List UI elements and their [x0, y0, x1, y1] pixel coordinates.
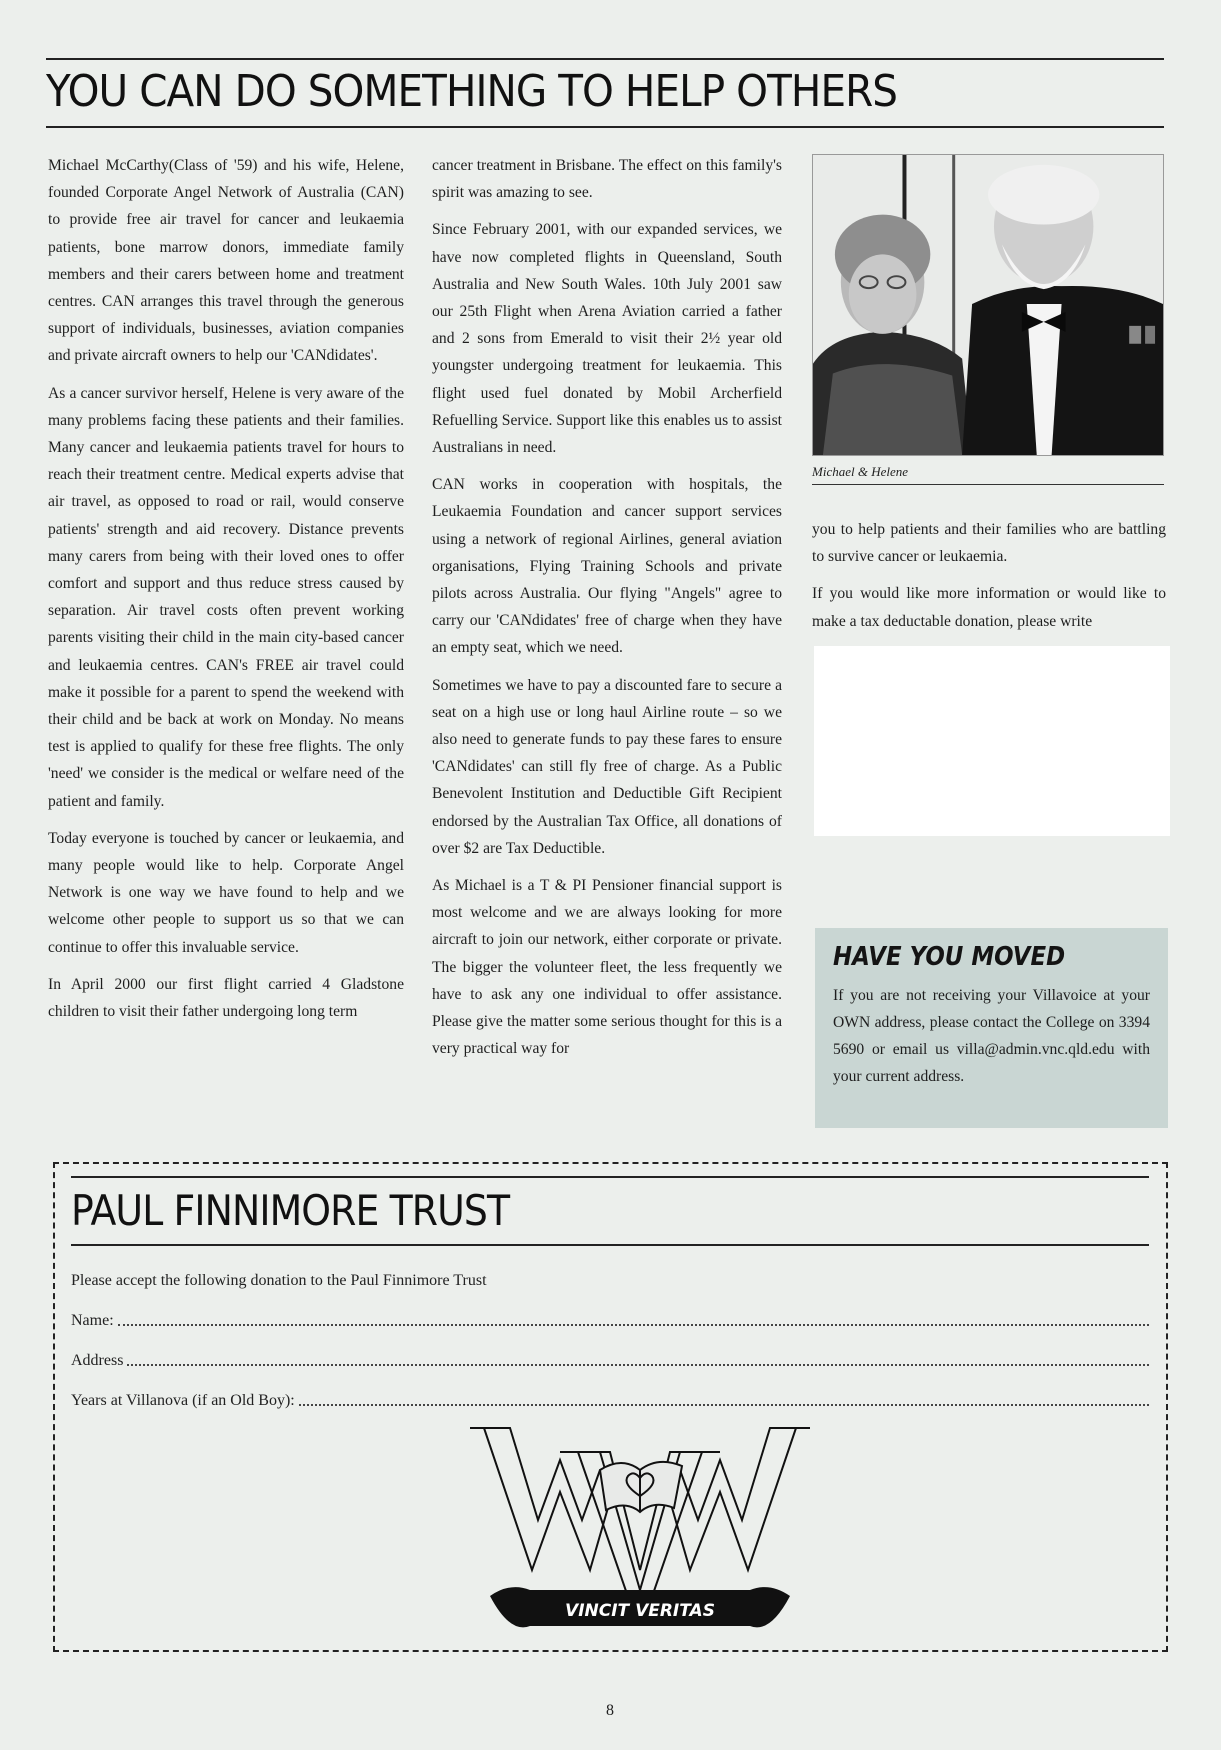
- have-you-moved-box: [815, 928, 1168, 1128]
- paragraph: you to help patients and their families who are battling to survive cancer or leukaemia.: [812, 521, 1166, 566]
- paragraph: As a cancer survivor herself, Helene is very aware of the many problems facing these patients and their families. Many cancer and leukaemia patients travel for hours to reach their treatment centre. Medical experts advise that air travel, as opposed to road or rail, would conserve patients' strength and aid recovery. Distance prevents many carers from being with their loved ones to offer comfort and support and thus reduce stress caused by separation. Air travel costs often prevent working parents visiting their child in the main city-based cancer and leukaemia centres. CAN's FREE air travel could make it possible for a parent to spend the weekend with their child and be back at work on Monday. No means test is applied to qualify for these free flights. The only 'need' we consider is the medical or welfare need of the patient and family.: [48, 384, 404, 810]
- title-top-rule: [46, 58, 1164, 60]
- paragraph: Since February 2001, with our expanded services, we have now completed flights in Queensland, South Australia and New South Wales. 10th July 2001 saw our 25th Flight when Arena Aviation carried a father and 2 sons from Emerald to visit their 2½ year old youngster undergoing treatment for leukaemia. This flight used fuel donated by Mobil Archerfield Refuelling Service. Support like this enables us to assist Australians in need.: [432, 221, 782, 457]
- villanova-crest-logo: [450, 1420, 830, 1636]
- paragraph: If you would like more information or would like to make a tax deductable donation, please write: [812, 585, 1166, 630]
- trust-intro: Please accept the following donation to the Paul Finnimore Trust: [71, 1272, 487, 1289]
- name-field[interactable]: [71, 1312, 1149, 1330]
- years-line[interactable]: [299, 1404, 1149, 1406]
- trust-top-rule: [71, 1176, 1149, 1178]
- address-line[interactable]: [127, 1364, 1149, 1366]
- title-bottom-rule: [46, 126, 1164, 128]
- paragraph: CAN works in cooperation with hospitals, the Leukaemia Foundation and cancer support services using a network of regional Airlines, general aviation organisations, Flying Training Schools and private pilots across Australia. Our flying "Angels" agree to carry our 'CANdidates' free of charge when they have an empty seat, which we need.: [432, 476, 782, 657]
- years-label: Years at Villanova (if an Old Boy):: [71, 1392, 295, 1409]
- article-column-3: [812, 516, 1166, 636]
- paragraph: As Michael is a T & PI Pensioner financial support is most welcome and we are always looking for more aircraft to join our network, either corporate or private. The bigger the volunteer fleet, the less frequently we have to ask any one individual to offer assistance. Please give the matter some serious thought for this is a very practical way for: [432, 877, 782, 1058]
- years-field[interactable]: [71, 1392, 1149, 1410]
- donation-form: [53, 1162, 1168, 1652]
- couple-photo: [812, 154, 1164, 456]
- paragraph: Sometimes we have to pay a discounted fare to secure a seat on a high use or long haul Airline route – so we also need to generate funds to pay these fares to ensure 'CANdidates' can still fly free of charge. As a Public Benevolent Institution and Deductible Gift Recipient endorsed by the Australian Tax Office, all donations of over $2 are Tax Deductible.: [432, 676, 782, 857]
- trust-title: PAUL FINNIMORE TRUST: [71, 1186, 510, 1235]
- paragraph: Today everyone is touched by cancer or leukaemia, and many people would like to help. Corporate Angel Network is one way we have found to help and we welcome other people to support us so that we can continue to offer this invaluable service.: [48, 829, 404, 956]
- paragraph: cancer treatment in Brisbane. The effect on this family's spirit was amazing to see.: [432, 157, 782, 202]
- photo-caption: Michael & Helene: [812, 464, 1164, 485]
- article-title: YOU CAN DO SOMETHING TO HELP OTHERS: [46, 66, 898, 117]
- article-column-1: [48, 152, 404, 1132]
- address-field[interactable]: [71, 1352, 1149, 1370]
- paragraph: Michael McCarthy(Class of '59) and his wife, Helene, founded Corporate Angel Network of Australia (CAN) to provide free air travel for cancer and leukaemia patients, bone marrow donors, immediate family members and their carers between home and treatment centres. CAN arranges this travel through the generous support of individuals, businesses, aviation companies and private aircraft owners to help our 'CANdidates'.: [48, 157, 404, 365]
- trust-bottom-rule: [71, 1244, 1149, 1246]
- moved-title: HAVE YOU MOVED: [833, 942, 1066, 972]
- name-label: Name:: [71, 1312, 114, 1329]
- page-number: 8: [606, 1702, 614, 1719]
- couple-photo-image: [813, 155, 1163, 455]
- blank-area: [814, 646, 1170, 836]
- paragraph: In April 2000 our first flight carried 4 Gladstone children to visit their father undergoing long term: [48, 975, 404, 1021]
- article-column-2: [432, 152, 782, 1132]
- name-line[interactable]: [118, 1324, 1149, 1326]
- moved-text: If you are not receiving your Villavoice at your OWN address, please contact the College on 3394 5690 or email us villa@admin.vnc.qld.edu with your current address.: [833, 987, 1150, 1085]
- crest-motto: VINCIT VERITAS: [565, 1601, 715, 1621]
- address-label: Address: [71, 1352, 124, 1369]
